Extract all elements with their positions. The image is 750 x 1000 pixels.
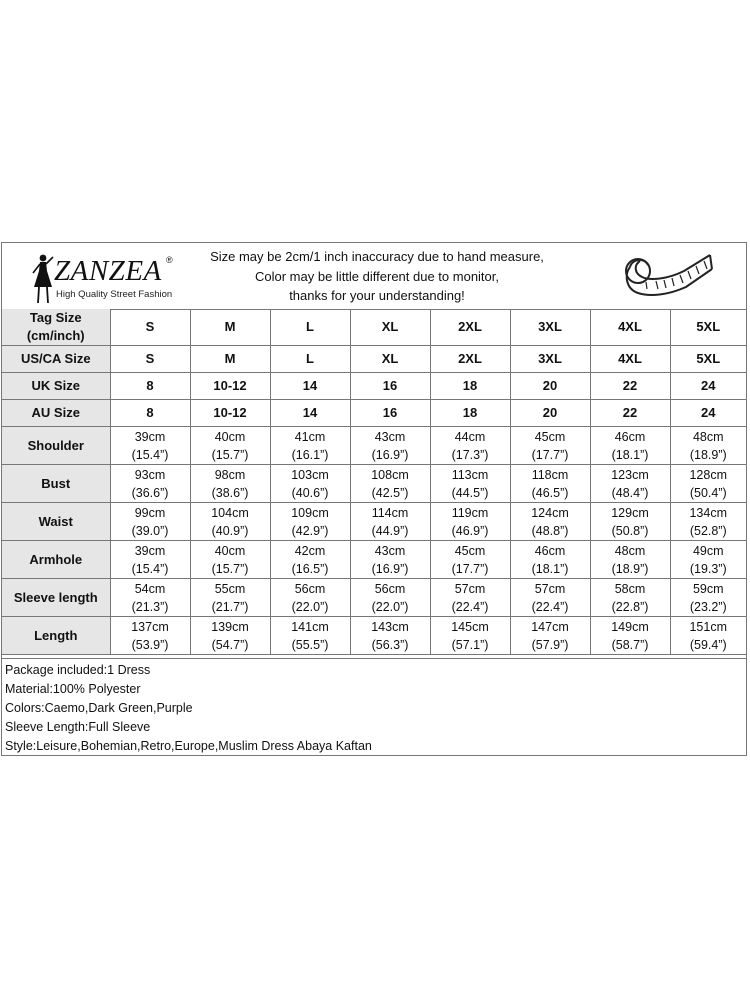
table-row xyxy=(2,309,746,346)
row-header xyxy=(2,309,110,346)
inch-value: (57.1”) xyxy=(451,637,489,652)
table-cell xyxy=(670,541,746,579)
inch-value: (57.9”) xyxy=(531,637,569,652)
cm-value: 39cm xyxy=(134,429,166,444)
table-cell xyxy=(350,427,430,465)
inch-value: (46.9”) xyxy=(451,523,489,538)
table-cell xyxy=(670,465,746,503)
cm-value: 103cm xyxy=(291,467,329,482)
cm-value: 118cm xyxy=(531,467,569,482)
table-cell xyxy=(510,541,590,579)
cm-value: 45cm xyxy=(534,429,566,444)
table-cell: M xyxy=(190,309,270,346)
table-row xyxy=(2,400,746,427)
inch-value: (17.7”) xyxy=(531,447,569,462)
cm-value: 128cm xyxy=(689,467,728,482)
table-row xyxy=(2,427,746,465)
table-cell xyxy=(590,503,670,541)
cm-value: 41cm xyxy=(294,429,326,444)
inch-value: (44.5”) xyxy=(451,485,489,500)
table-cell: 20 xyxy=(510,400,590,427)
table-cell: 24 xyxy=(670,373,746,400)
table-cell xyxy=(110,617,190,655)
woman-silhouette-icon xyxy=(30,253,56,305)
cm-value: 58cm xyxy=(614,581,646,596)
table-cell: 14 xyxy=(270,400,350,427)
row-header: Armhole xyxy=(2,541,110,579)
table-cell xyxy=(430,579,510,617)
table-cell: 22 xyxy=(590,373,670,400)
inch-value: (16.5”) xyxy=(291,561,329,576)
cm-value: 40cm xyxy=(214,543,246,558)
inch-value: (21.3”) xyxy=(131,599,169,614)
cm-value: 145cm xyxy=(451,619,489,634)
cm-value: 129cm xyxy=(611,505,649,520)
cm-value: 151cm xyxy=(689,619,728,634)
note-line: thanks for your understanding! xyxy=(289,288,465,303)
cm-value: 56cm xyxy=(374,581,406,596)
row-header-line: Tag Size xyxy=(29,310,82,325)
cm-value: 119cm xyxy=(451,505,489,520)
inch-value: (52.8”) xyxy=(689,523,727,538)
table-row xyxy=(2,579,746,617)
table-cell xyxy=(110,503,190,541)
table-cell xyxy=(430,617,510,655)
cm-value: 134cm xyxy=(689,505,728,520)
cm-value: 57cm xyxy=(534,581,566,596)
cm-value: 55cm xyxy=(214,581,246,596)
cm-value: 104cm xyxy=(211,505,249,520)
product-info xyxy=(2,658,746,756)
brand-logo xyxy=(24,249,184,305)
table-cell xyxy=(110,465,190,503)
inch-value: (19.3”) xyxy=(689,561,727,576)
inch-value: (50.4”) xyxy=(689,485,727,500)
table-cell: 20 xyxy=(510,373,590,400)
row-header: US/CA Size xyxy=(2,346,110,373)
table-cell: 10-12 xyxy=(190,400,270,427)
inch-value: (17.3”) xyxy=(451,447,489,462)
table-cell xyxy=(670,503,746,541)
brand-name: ZANZEA xyxy=(54,255,162,287)
inch-value: (16.9”) xyxy=(371,447,409,462)
cm-value: 54cm xyxy=(134,581,166,596)
table-cell: M xyxy=(190,346,270,373)
inch-value: (40.9”) xyxy=(211,523,249,538)
cm-value: 44cm xyxy=(454,429,486,444)
cm-value: 139cm xyxy=(211,619,249,634)
measurement-notes xyxy=(187,247,567,306)
cm-value: 46cm xyxy=(614,429,646,444)
table-cell xyxy=(110,579,190,617)
cm-value: 114cm xyxy=(371,505,409,520)
table-row xyxy=(2,503,746,541)
table-cell xyxy=(190,617,270,655)
table-cell: 2XL xyxy=(430,309,510,346)
inch-value: (18.1”) xyxy=(531,561,569,576)
table-cell: 8 xyxy=(110,400,190,427)
inch-value: (44.9”) xyxy=(371,523,409,538)
table-cell xyxy=(110,427,190,465)
inch-value: (15.4”) xyxy=(131,447,169,462)
brand-tagline: High Quality Street Fashion xyxy=(56,289,173,300)
cm-value: 93cm xyxy=(134,467,166,482)
inch-value: (53.9”) xyxy=(131,637,169,652)
table-cell: L xyxy=(270,309,350,346)
inch-value: (15.7”) xyxy=(211,561,249,576)
info-line: Package included:1 Dress xyxy=(5,663,151,677)
table-cell xyxy=(590,541,670,579)
registered-mark: ® xyxy=(166,255,173,265)
cm-value: 48cm xyxy=(692,429,724,444)
table-row xyxy=(2,541,746,579)
cm-value: 109cm xyxy=(291,505,329,520)
table-cell: 3XL xyxy=(510,309,590,346)
table-cell: 3XL xyxy=(510,346,590,373)
cm-value: 43cm xyxy=(374,429,406,444)
inch-value: (39.0”) xyxy=(131,523,169,538)
inch-value: (17.7”) xyxy=(451,561,489,576)
inch-value: (48.4”) xyxy=(611,485,649,500)
table-cell xyxy=(590,465,670,503)
cm-value: 57cm xyxy=(454,581,486,596)
table-cell: 4XL xyxy=(590,309,670,346)
table-cell xyxy=(510,617,590,655)
cm-value: 123cm xyxy=(611,467,649,482)
table-cell xyxy=(190,503,270,541)
table-cell xyxy=(350,541,430,579)
table-cell: 2XL xyxy=(430,346,510,373)
note-line: Size may be 2cm/1 inch inaccuracy due to hand measure, xyxy=(210,249,544,264)
cm-value: 48cm xyxy=(614,543,646,558)
inch-value: (18.1”) xyxy=(611,447,649,462)
measuring-tape-icon xyxy=(616,245,716,307)
table-cell xyxy=(270,617,350,655)
table-cell: 18 xyxy=(430,400,510,427)
table-cell xyxy=(270,427,350,465)
table-cell: 22 xyxy=(590,400,670,427)
cm-value: 46cm xyxy=(534,543,566,558)
cm-value: 147cm xyxy=(531,619,569,634)
cm-value: 143cm xyxy=(371,619,409,634)
row-header: Shoulder xyxy=(2,427,110,465)
cm-value: 59cm xyxy=(692,581,724,596)
inch-value: (22.0”) xyxy=(291,599,329,614)
size-table xyxy=(2,309,746,655)
cm-value: 40cm xyxy=(214,429,246,444)
table-cell xyxy=(190,579,270,617)
chart-header xyxy=(2,243,746,310)
inch-value: (22.4”) xyxy=(531,599,569,614)
inch-value: (36.6”) xyxy=(131,485,169,500)
inch-value: (59.4”) xyxy=(689,637,727,652)
cm-value: 99cm xyxy=(134,505,166,520)
table-cell xyxy=(430,541,510,579)
inch-value: (42.9”) xyxy=(291,523,329,538)
inch-value: (16.9”) xyxy=(371,561,409,576)
table-row xyxy=(2,346,746,373)
table-cell xyxy=(670,617,746,655)
inch-value: (15.7”) xyxy=(211,447,249,462)
row-header: Length xyxy=(2,617,110,655)
info-line: Style:Leisure,Bohemian,Retro,Europe,Muslim Dress Abaya Kaftan xyxy=(5,739,372,753)
table-cell xyxy=(430,427,510,465)
table-cell xyxy=(190,427,270,465)
cm-value: 113cm xyxy=(451,467,489,482)
table-cell: S xyxy=(110,309,190,346)
cm-value: 56cm xyxy=(294,581,326,596)
inch-value: (15.4”) xyxy=(131,561,169,576)
inch-value: (40.6”) xyxy=(291,485,329,500)
inch-value: (55.5”) xyxy=(291,637,329,652)
inch-value: (56.3”) xyxy=(371,637,409,652)
cm-value: 124cm xyxy=(531,505,569,520)
size-chart-card xyxy=(1,242,747,756)
table-cell xyxy=(510,579,590,617)
inch-value: (50.8”) xyxy=(611,523,649,538)
table-cell xyxy=(350,465,430,503)
inch-value: (22.8”) xyxy=(611,599,649,614)
table-cell xyxy=(670,427,746,465)
table-cell xyxy=(510,427,590,465)
table-row xyxy=(2,373,746,400)
table-cell xyxy=(190,541,270,579)
table-row xyxy=(2,617,746,655)
info-line: Sleeve Length:Full Sleeve xyxy=(5,720,151,734)
note-line: Color may be little different due to monitor, xyxy=(255,268,499,284)
table-cell: 16 xyxy=(350,400,430,427)
inch-value: (42.5”) xyxy=(371,485,409,500)
cm-value: 43cm xyxy=(374,543,406,558)
table-cell xyxy=(510,503,590,541)
table-cell xyxy=(510,465,590,503)
inch-value: (22.0”) xyxy=(371,599,409,614)
inch-value: (18.9”) xyxy=(611,561,649,576)
table-cell xyxy=(430,503,510,541)
table-cell: 4XL xyxy=(590,346,670,373)
row-header: Waist xyxy=(2,503,110,541)
table-cell: 10-12 xyxy=(190,373,270,400)
cm-value: 45cm xyxy=(454,543,486,558)
table-cell xyxy=(350,503,430,541)
inch-value: (21.7”) xyxy=(211,599,249,614)
cm-value: 42cm xyxy=(294,543,326,558)
info-line: Material:100% Polyester xyxy=(5,682,141,696)
table-cell xyxy=(190,465,270,503)
table-cell: 16 xyxy=(350,373,430,400)
inch-value: (46.5”) xyxy=(531,485,569,500)
cm-value: 49cm xyxy=(692,543,724,558)
table-cell: XL xyxy=(350,346,430,373)
table-row xyxy=(2,465,746,503)
table-cell xyxy=(590,427,670,465)
inch-value: (18.9”) xyxy=(689,447,727,462)
inch-value: (16.1”) xyxy=(291,447,329,462)
row-header: Sleeve length xyxy=(2,579,110,617)
table-cell: 24 xyxy=(670,400,746,427)
row-header: AU Size xyxy=(2,400,110,427)
table-cell xyxy=(430,465,510,503)
table-cell xyxy=(110,541,190,579)
row-header-line: (cm/inch) xyxy=(26,328,85,343)
table-cell xyxy=(350,617,430,655)
inch-value: (38.6”) xyxy=(211,485,249,500)
inch-value: (54.7”) xyxy=(211,637,249,652)
table-cell: 18 xyxy=(430,373,510,400)
table-cell xyxy=(270,503,350,541)
table-cell: S xyxy=(110,346,190,373)
table-cell xyxy=(590,579,670,617)
table-cell xyxy=(270,541,350,579)
inch-value: (23.2”) xyxy=(689,599,727,614)
table-cell xyxy=(670,579,746,617)
cm-value: 149cm xyxy=(611,619,649,634)
row-header: Bust xyxy=(2,465,110,503)
info-line: Colors:Caemo,Dark Green,Purple xyxy=(5,701,193,715)
table-cell xyxy=(350,579,430,617)
table-cell: XL xyxy=(350,309,430,346)
cm-value: 108cm xyxy=(371,467,409,482)
inch-value: (48.8”) xyxy=(531,523,569,538)
table-cell xyxy=(590,617,670,655)
cm-value: 39cm xyxy=(134,543,166,558)
cm-value: 98cm xyxy=(214,467,246,482)
table-cell: 14 xyxy=(270,373,350,400)
inch-value: (22.4”) xyxy=(451,599,489,614)
cm-value: 141cm xyxy=(291,619,329,634)
table-cell xyxy=(270,579,350,617)
inch-value: (58.7”) xyxy=(611,637,649,652)
cm-value: 137cm xyxy=(131,619,169,634)
table-cell: 5XL xyxy=(670,346,746,373)
table-cell: 5XL xyxy=(670,309,746,346)
table-cell xyxy=(270,465,350,503)
table-cell: L xyxy=(270,346,350,373)
row-header: UK Size xyxy=(2,373,110,400)
table-cell: 8 xyxy=(110,373,190,400)
